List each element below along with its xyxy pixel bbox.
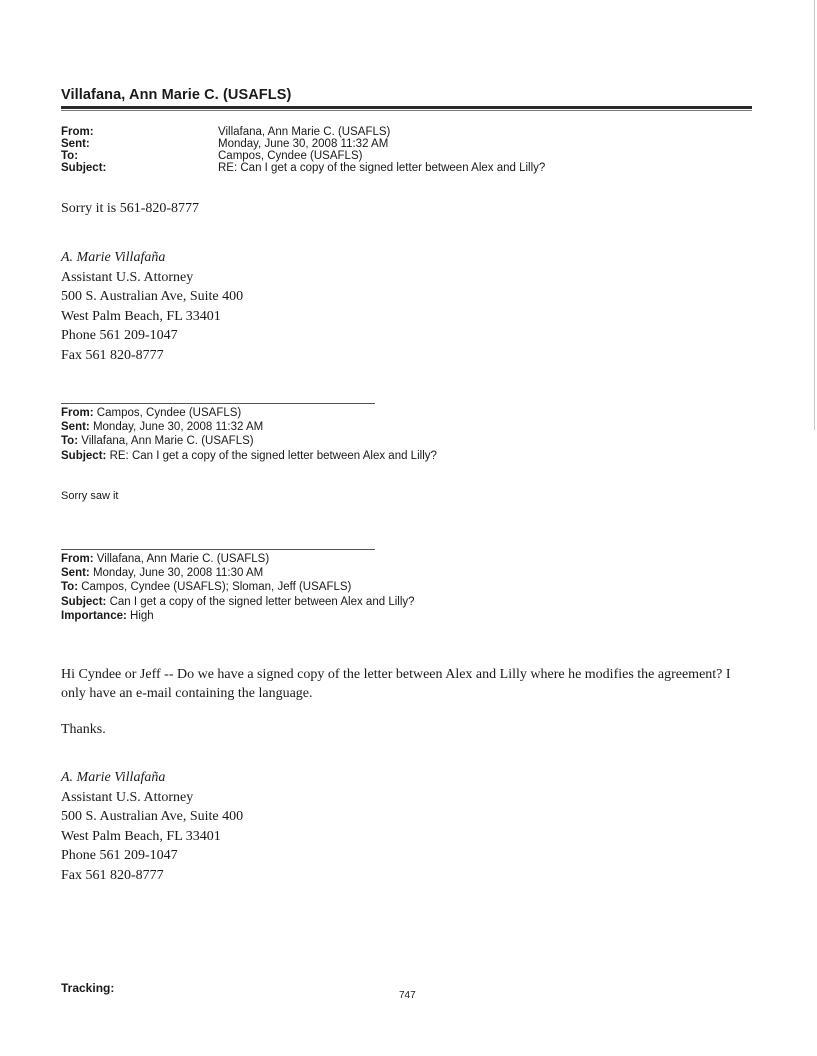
signature-address-line2: West Palm Beach, FL 33401 xyxy=(61,828,221,844)
page-number: 747 xyxy=(399,990,416,1001)
signature-address-line1: 500 S. Australian Ave, Suite 400 xyxy=(61,809,244,825)
original-to-label: To: xyxy=(61,581,79,594)
original-message-body: Hi Cyndee or Jeff -- Do we have a signed copy of the letter between Alex and Lilly where he modifies the agreement? I only have an e-mail containing the language. xyxy=(61,667,731,701)
mailbox-owner-title: Villafana, Ann Marie C. (USAFLS) xyxy=(61,87,292,103)
original-message-separator xyxy=(61,549,375,550)
reply-to-label: To: xyxy=(61,435,79,448)
original-from-label: From: xyxy=(61,553,94,565)
original-importance-label: Importance: xyxy=(61,609,127,622)
original-sent-label: Sent: xyxy=(61,567,90,580)
signature-title: Assistant U.S. Attorney xyxy=(61,269,194,285)
signature-name: A. Marie Villafaña xyxy=(61,250,166,265)
signature-phone: Phone 561 209-1047 xyxy=(61,328,178,344)
original-subject-value: Can I get a copy of the signed letter between Alex and Lilly? xyxy=(109,595,415,608)
original-to-value: Campos, Cyndee (USAFLS); Sloman, Jeff (USAFLS) xyxy=(81,581,352,594)
signature-address-line2: West Palm Beach, FL 33401 xyxy=(61,308,221,324)
reply-from-label: From: xyxy=(61,407,94,419)
reply-from-value: Campos, Cyndee (USAFLS) xyxy=(96,407,242,419)
reply-sent-value: Monday, June 30, 2008 11:32 AM xyxy=(92,421,264,434)
signature-block-2 xyxy=(61,768,243,886)
original-sent-value: Monday, June 30, 2008 11:30 AM xyxy=(92,567,264,580)
reply-to-value: Villafana, Ann Marie C. (USAFLS) xyxy=(81,435,254,448)
original-message-thanks: Thanks. xyxy=(61,722,106,737)
signature-name: A. Marie Villafaña xyxy=(61,770,166,785)
reply-sent-label: Sent: xyxy=(61,421,90,434)
title-divider-thin xyxy=(61,110,752,111)
original-importance-value: High xyxy=(130,609,154,622)
signature-address-line1: 500 S. Australian Ave, Suite 400 xyxy=(61,289,244,305)
signature-block xyxy=(61,248,243,366)
to-value: Campos, Cyndee (USAFLS) xyxy=(218,150,363,162)
signature-phone: Phone 561 209-1047 xyxy=(61,848,178,864)
from-label: From: xyxy=(61,126,94,138)
original-subject-label: Subject: xyxy=(61,595,107,608)
subject-label: Subject: xyxy=(61,162,107,174)
sent-value: Monday, June 30, 2008 11:32 AM xyxy=(218,138,389,150)
original-from-value: Villafana, Ann Marie C. (USAFLS) xyxy=(96,553,270,565)
tracking-label: Tracking: xyxy=(61,981,115,995)
signature-fax: Fax 561 820-8777 xyxy=(61,347,164,363)
reply-header xyxy=(61,406,437,463)
signature-fax: Fax 561 820-8777 xyxy=(61,867,164,883)
original-message-header xyxy=(61,552,415,623)
subject-value: RE: Can I get a copy of the signed letter between Alex and Lilly? xyxy=(218,162,546,174)
message-body: Sorry it is 561-820-8777 xyxy=(61,201,200,216)
reply-body: Sorry saw it xyxy=(61,490,119,502)
to-label: To: xyxy=(61,150,79,162)
from-value: Villafana, Ann Marie C. (USAFLS) xyxy=(218,126,391,138)
reply-separator xyxy=(61,403,375,404)
title-divider xyxy=(61,106,752,109)
sent-label: Sent: xyxy=(61,138,90,150)
reply-subject-label: Subject: xyxy=(61,449,107,462)
page-edge-line xyxy=(814,0,815,430)
reply-subject-value: RE: Can I get a copy of the signed letter between Alex and Lilly? xyxy=(109,449,437,462)
signature-title: Assistant U.S. Attorney xyxy=(61,789,194,805)
